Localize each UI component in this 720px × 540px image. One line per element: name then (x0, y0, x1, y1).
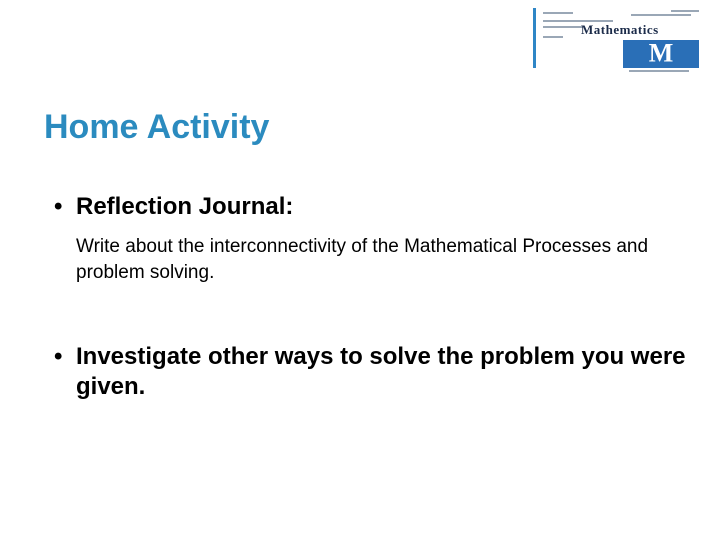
thumbnail-text-line (671, 10, 699, 12)
slide-title: Home Activity (44, 108, 270, 146)
thumbnail-logo-letter: M (648, 40, 674, 68)
thumbnail-publisher-line (629, 70, 689, 72)
thumbnail-logo (623, 40, 699, 68)
bullet-marker: • (54, 193, 63, 220)
thumbnail-accent-bar (533, 8, 536, 68)
thumbnail-wordmark: Mathematics (581, 22, 659, 37)
thumbnail-text-line (631, 14, 691, 16)
thumbnail-text-line (543, 36, 563, 38)
thumbnail-text-line (543, 26, 583, 28)
bullet-heading: Reflection Journal: (76, 193, 294, 220)
thumbnail-text-line (543, 12, 573, 14)
bullet-marker: • (54, 343, 63, 370)
bullet-heading: Investigate other ways to solve the problem you were given. (76, 343, 686, 400)
bullet-detail: Write about the interconnectivity of the Mathematical Processes and problem solving. (76, 236, 649, 283)
bullet-item (54, 192, 694, 222)
header-thumbnail (531, 6, 705, 68)
bullet-item (54, 342, 694, 402)
